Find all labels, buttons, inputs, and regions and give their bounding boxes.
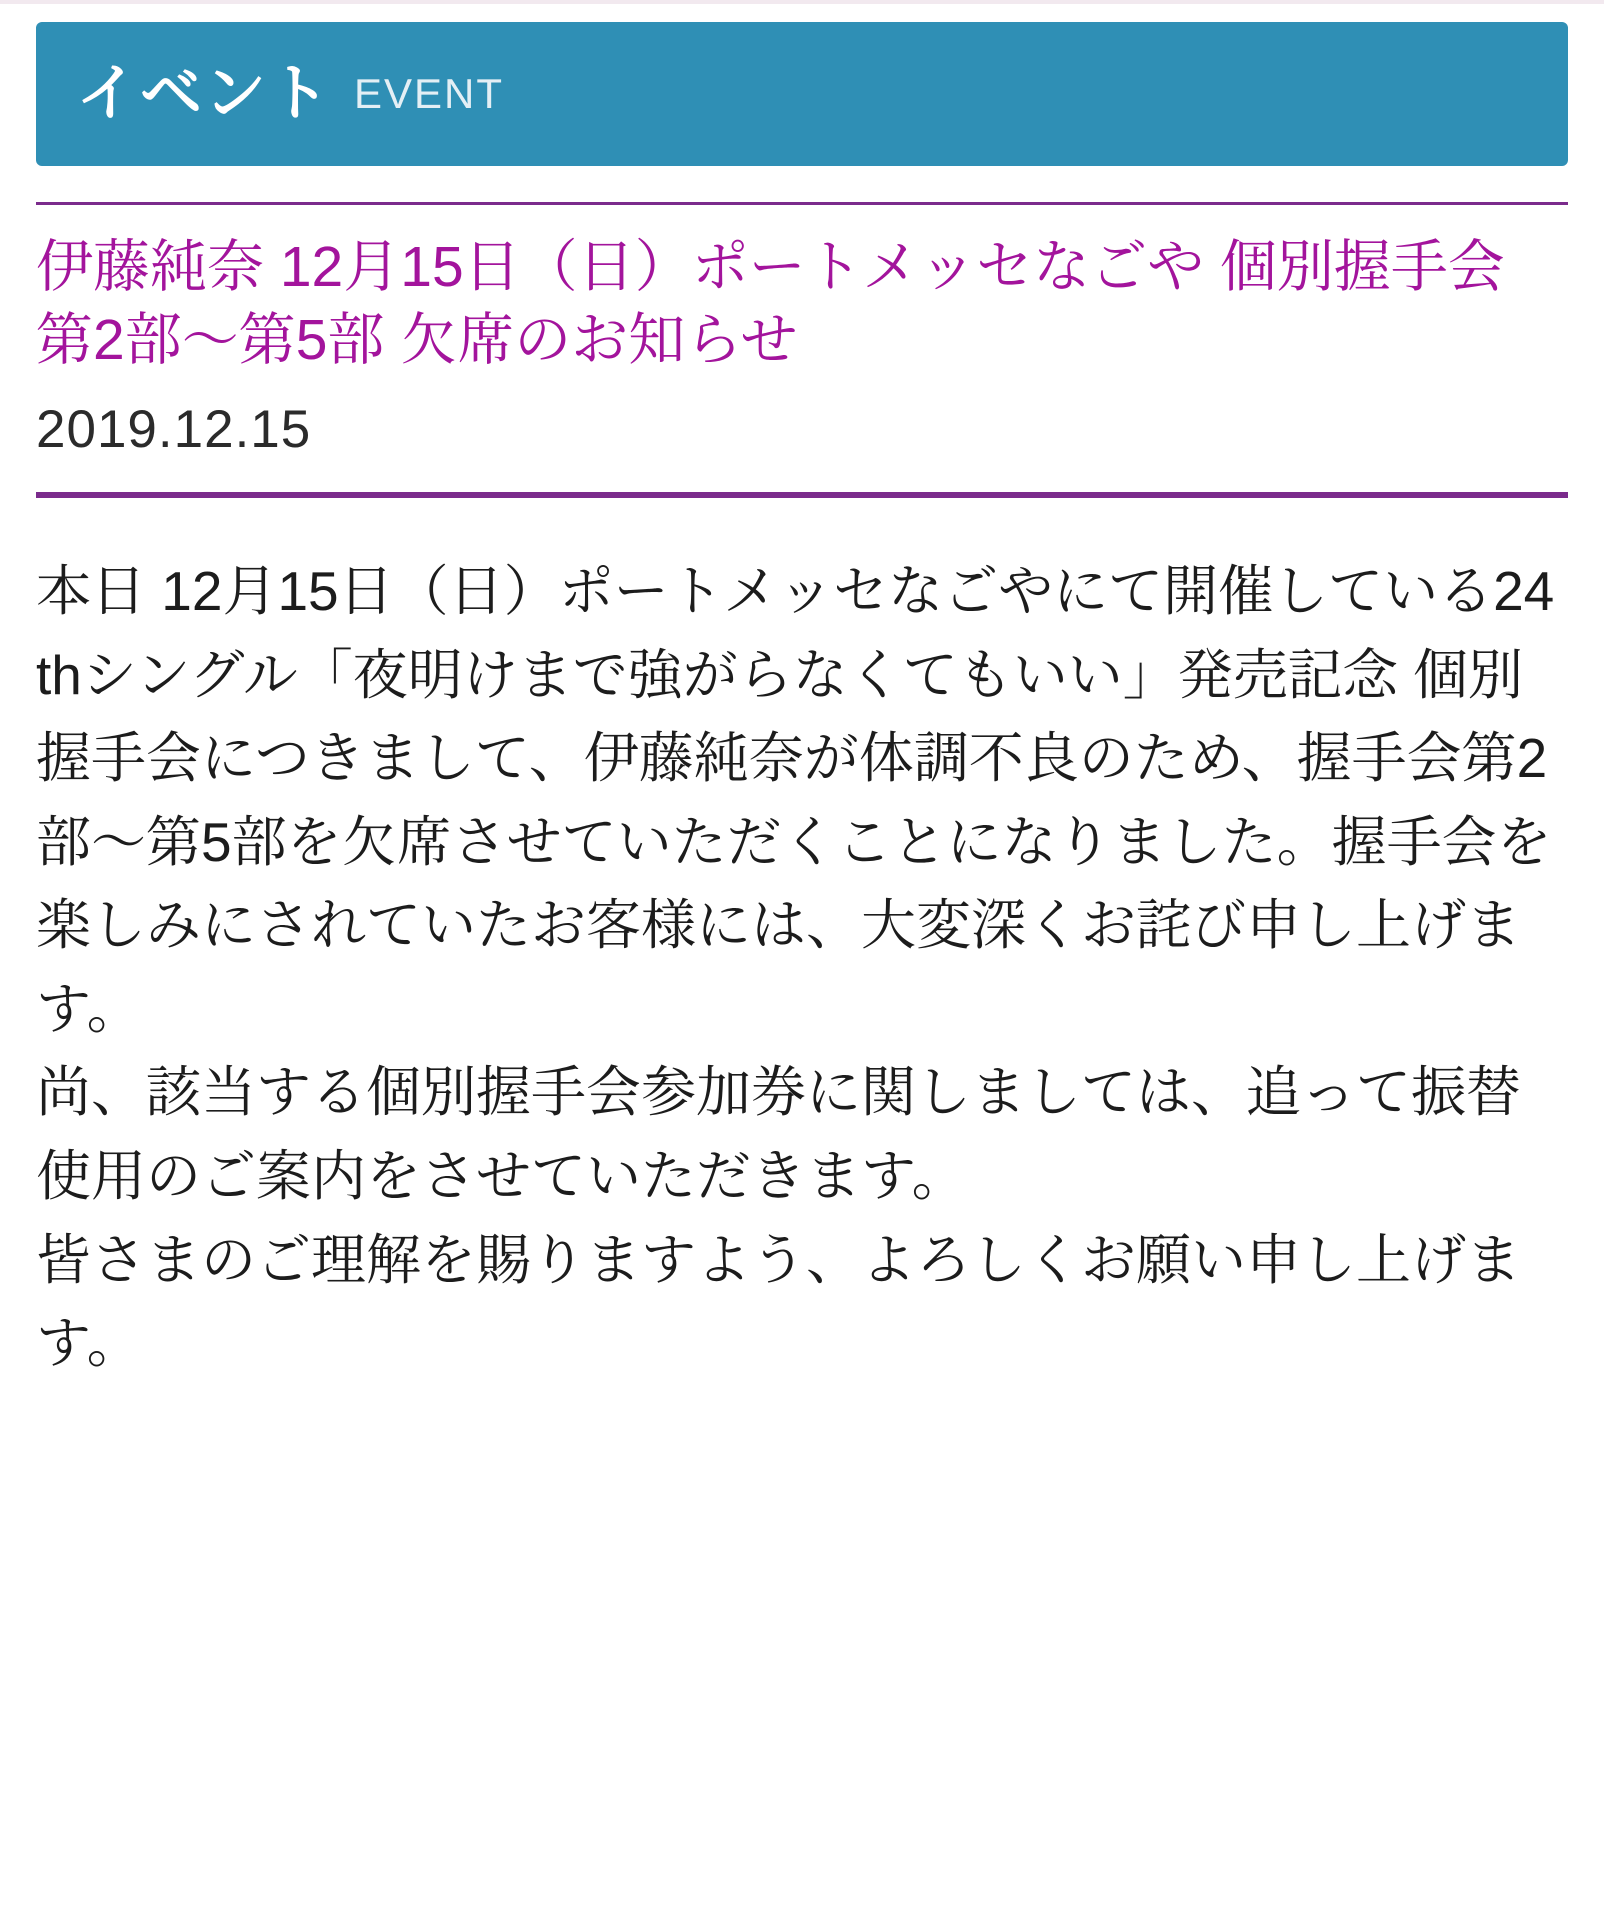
article-paragraph: 皆さまのご理解を賜りますよう、よろしくお願い申し上げます。 xyxy=(36,1228,1522,1375)
article-date: 2019.12.15 xyxy=(36,399,312,459)
header-title-en: EVENT xyxy=(354,70,505,117)
article-divider-top xyxy=(36,202,1568,205)
header-title-jp: イベント xyxy=(76,59,333,128)
article-paragraph: 尚、該当する個別握手会参加券に関しましては、追って振替使用のご案内をさせていただきます。 xyxy=(36,1061,1522,1208)
page-title: 伊藤純奈 12月15日（日）ポートメッセなごや 個別握手会 第2部〜第5部 欠席のお知らせ xyxy=(36,235,1505,372)
article-divider-bottom xyxy=(36,492,1568,498)
article-paragraph: 本日 12月15日（日）ポートメッセなごやにて開催している24thシングル「夜明けまで強がらなくてもいい」発売記念 個別握手会につきまして、伊藤純奈が体調不良のため、握手会第2部〜第5部を欠席させていただくことになりました。握手会を楽しみにされていたお客様には、大変深くお詫び申し上げます。 xyxy=(36,559,1555,1040)
article-body xyxy=(36,550,1568,1386)
article xyxy=(36,202,1568,1386)
top-edge-rule xyxy=(0,0,1604,4)
event-header-banner xyxy=(36,22,1568,166)
